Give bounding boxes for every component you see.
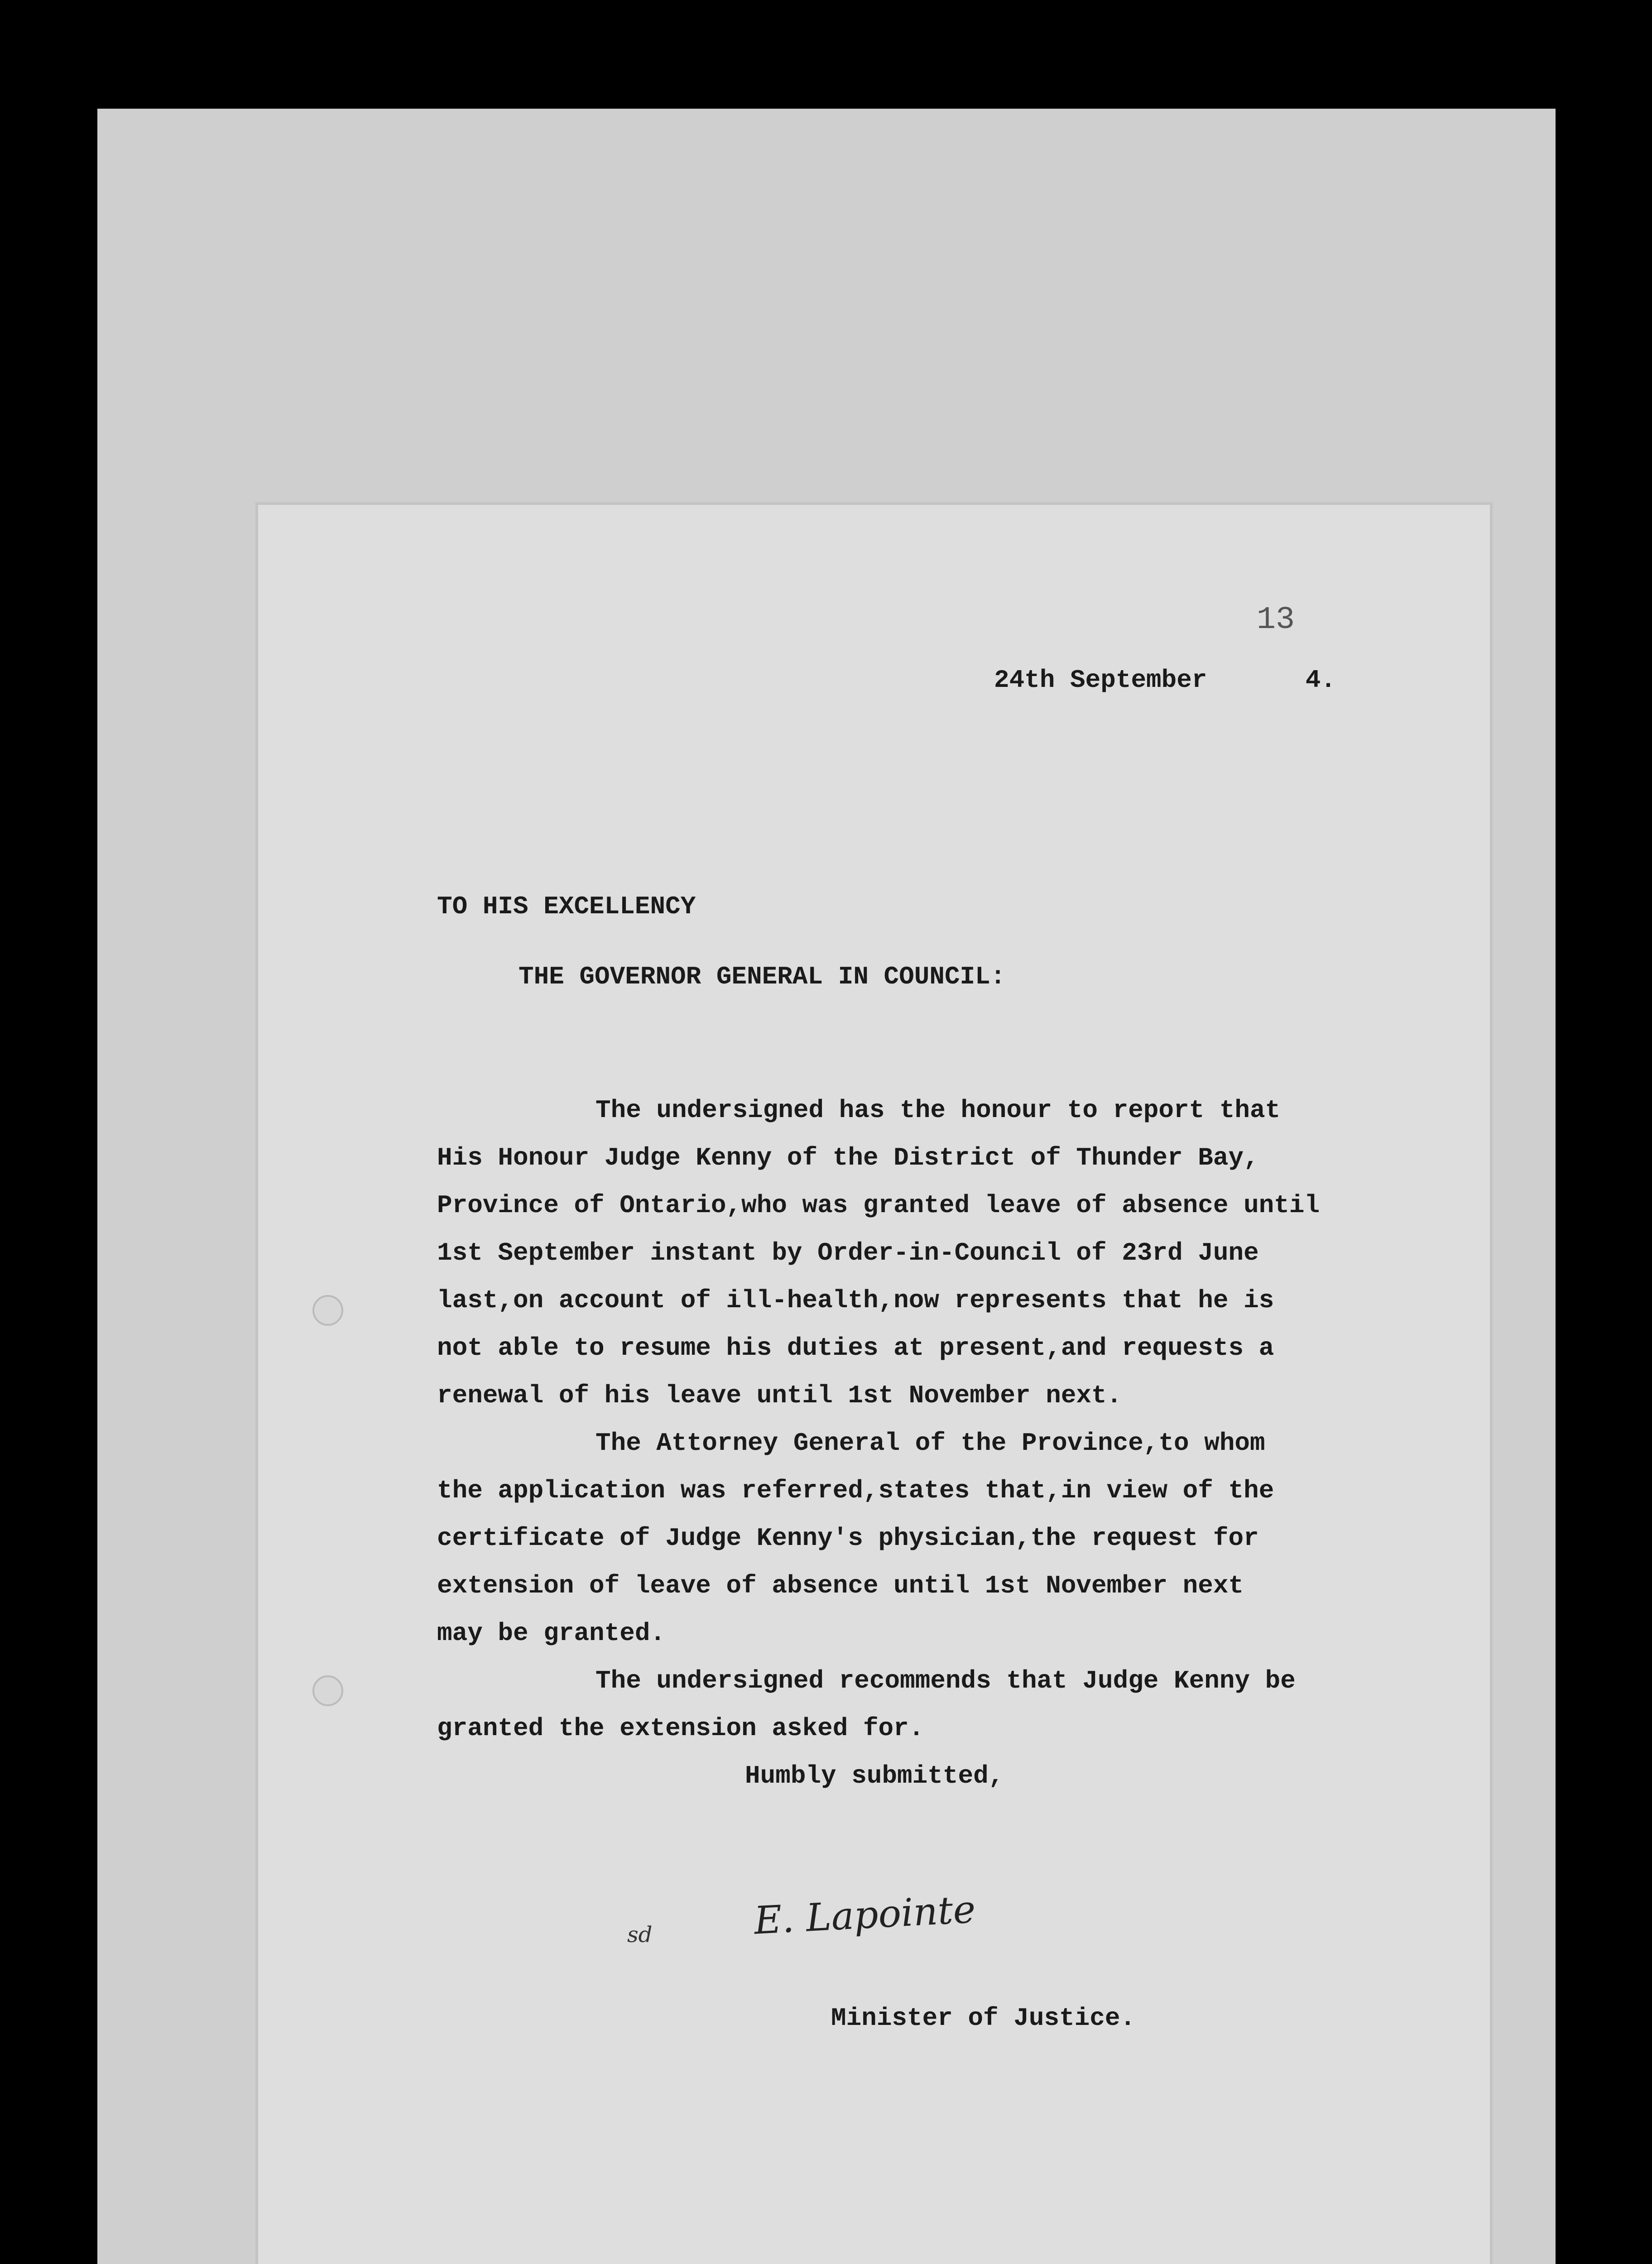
body-line: The undersigned has the honour to report that bbox=[595, 1096, 1281, 1125]
signature: E. Lapointe bbox=[753, 1887, 977, 1943]
closing-text: Humbly submitted, bbox=[745, 1761, 1004, 1790]
body-line: The Attorney General of the Province,to whom bbox=[595, 1429, 1265, 1458]
body-line: Province of Ontario,who was granted leave of absence until bbox=[437, 1191, 1320, 1220]
letter-page bbox=[258, 505, 1490, 2264]
body-line: His Honour Judge Kenny of the District of Thunder Bay, bbox=[437, 1143, 1259, 1172]
body-line: last,on account of ill-health,now represents that he is bbox=[437, 1286, 1274, 1315]
body-line: certificate of Judge Kenny's physician,the request for bbox=[437, 1524, 1259, 1553]
punch-hole bbox=[312, 1675, 343, 1706]
date-text: 24th September bbox=[994, 666, 1207, 695]
body-line: extension of leave of absence until 1st November next bbox=[437, 1571, 1244, 1600]
body-line: the application was referred,states that,in view of the bbox=[437, 1476, 1274, 1505]
body-line: renewal of his leave until 1st November next. bbox=[437, 1381, 1122, 1410]
signature-prefix: sd bbox=[627, 1922, 653, 1947]
folio-number: 13 bbox=[1257, 602, 1295, 638]
addressee-line-2: THE GOVERNOR GENERAL IN COUNCIL: bbox=[519, 962, 1006, 991]
body-line: may be granted. bbox=[437, 1619, 666, 1648]
date-year-fragment: 4. bbox=[1305, 666, 1336, 695]
body-line: 1st September instant by Order-in-Council of 23rd June bbox=[437, 1238, 1259, 1267]
letter-date bbox=[994, 666, 1336, 695]
body-line: The undersigned recommends that Judge Kenny be bbox=[595, 1666, 1296, 1695]
addressee-line-1: TO HIS EXCELLENCY bbox=[437, 892, 696, 921]
microfilm-mount bbox=[97, 109, 1556, 2264]
body-line: not able to resume his duties at present,and requests a bbox=[437, 1333, 1274, 1362]
body-line: granted the extension asked for. bbox=[437, 1714, 924, 1743]
signer-title: Minister of Justice. bbox=[831, 2004, 1136, 2033]
punch-hole bbox=[312, 1295, 343, 1326]
